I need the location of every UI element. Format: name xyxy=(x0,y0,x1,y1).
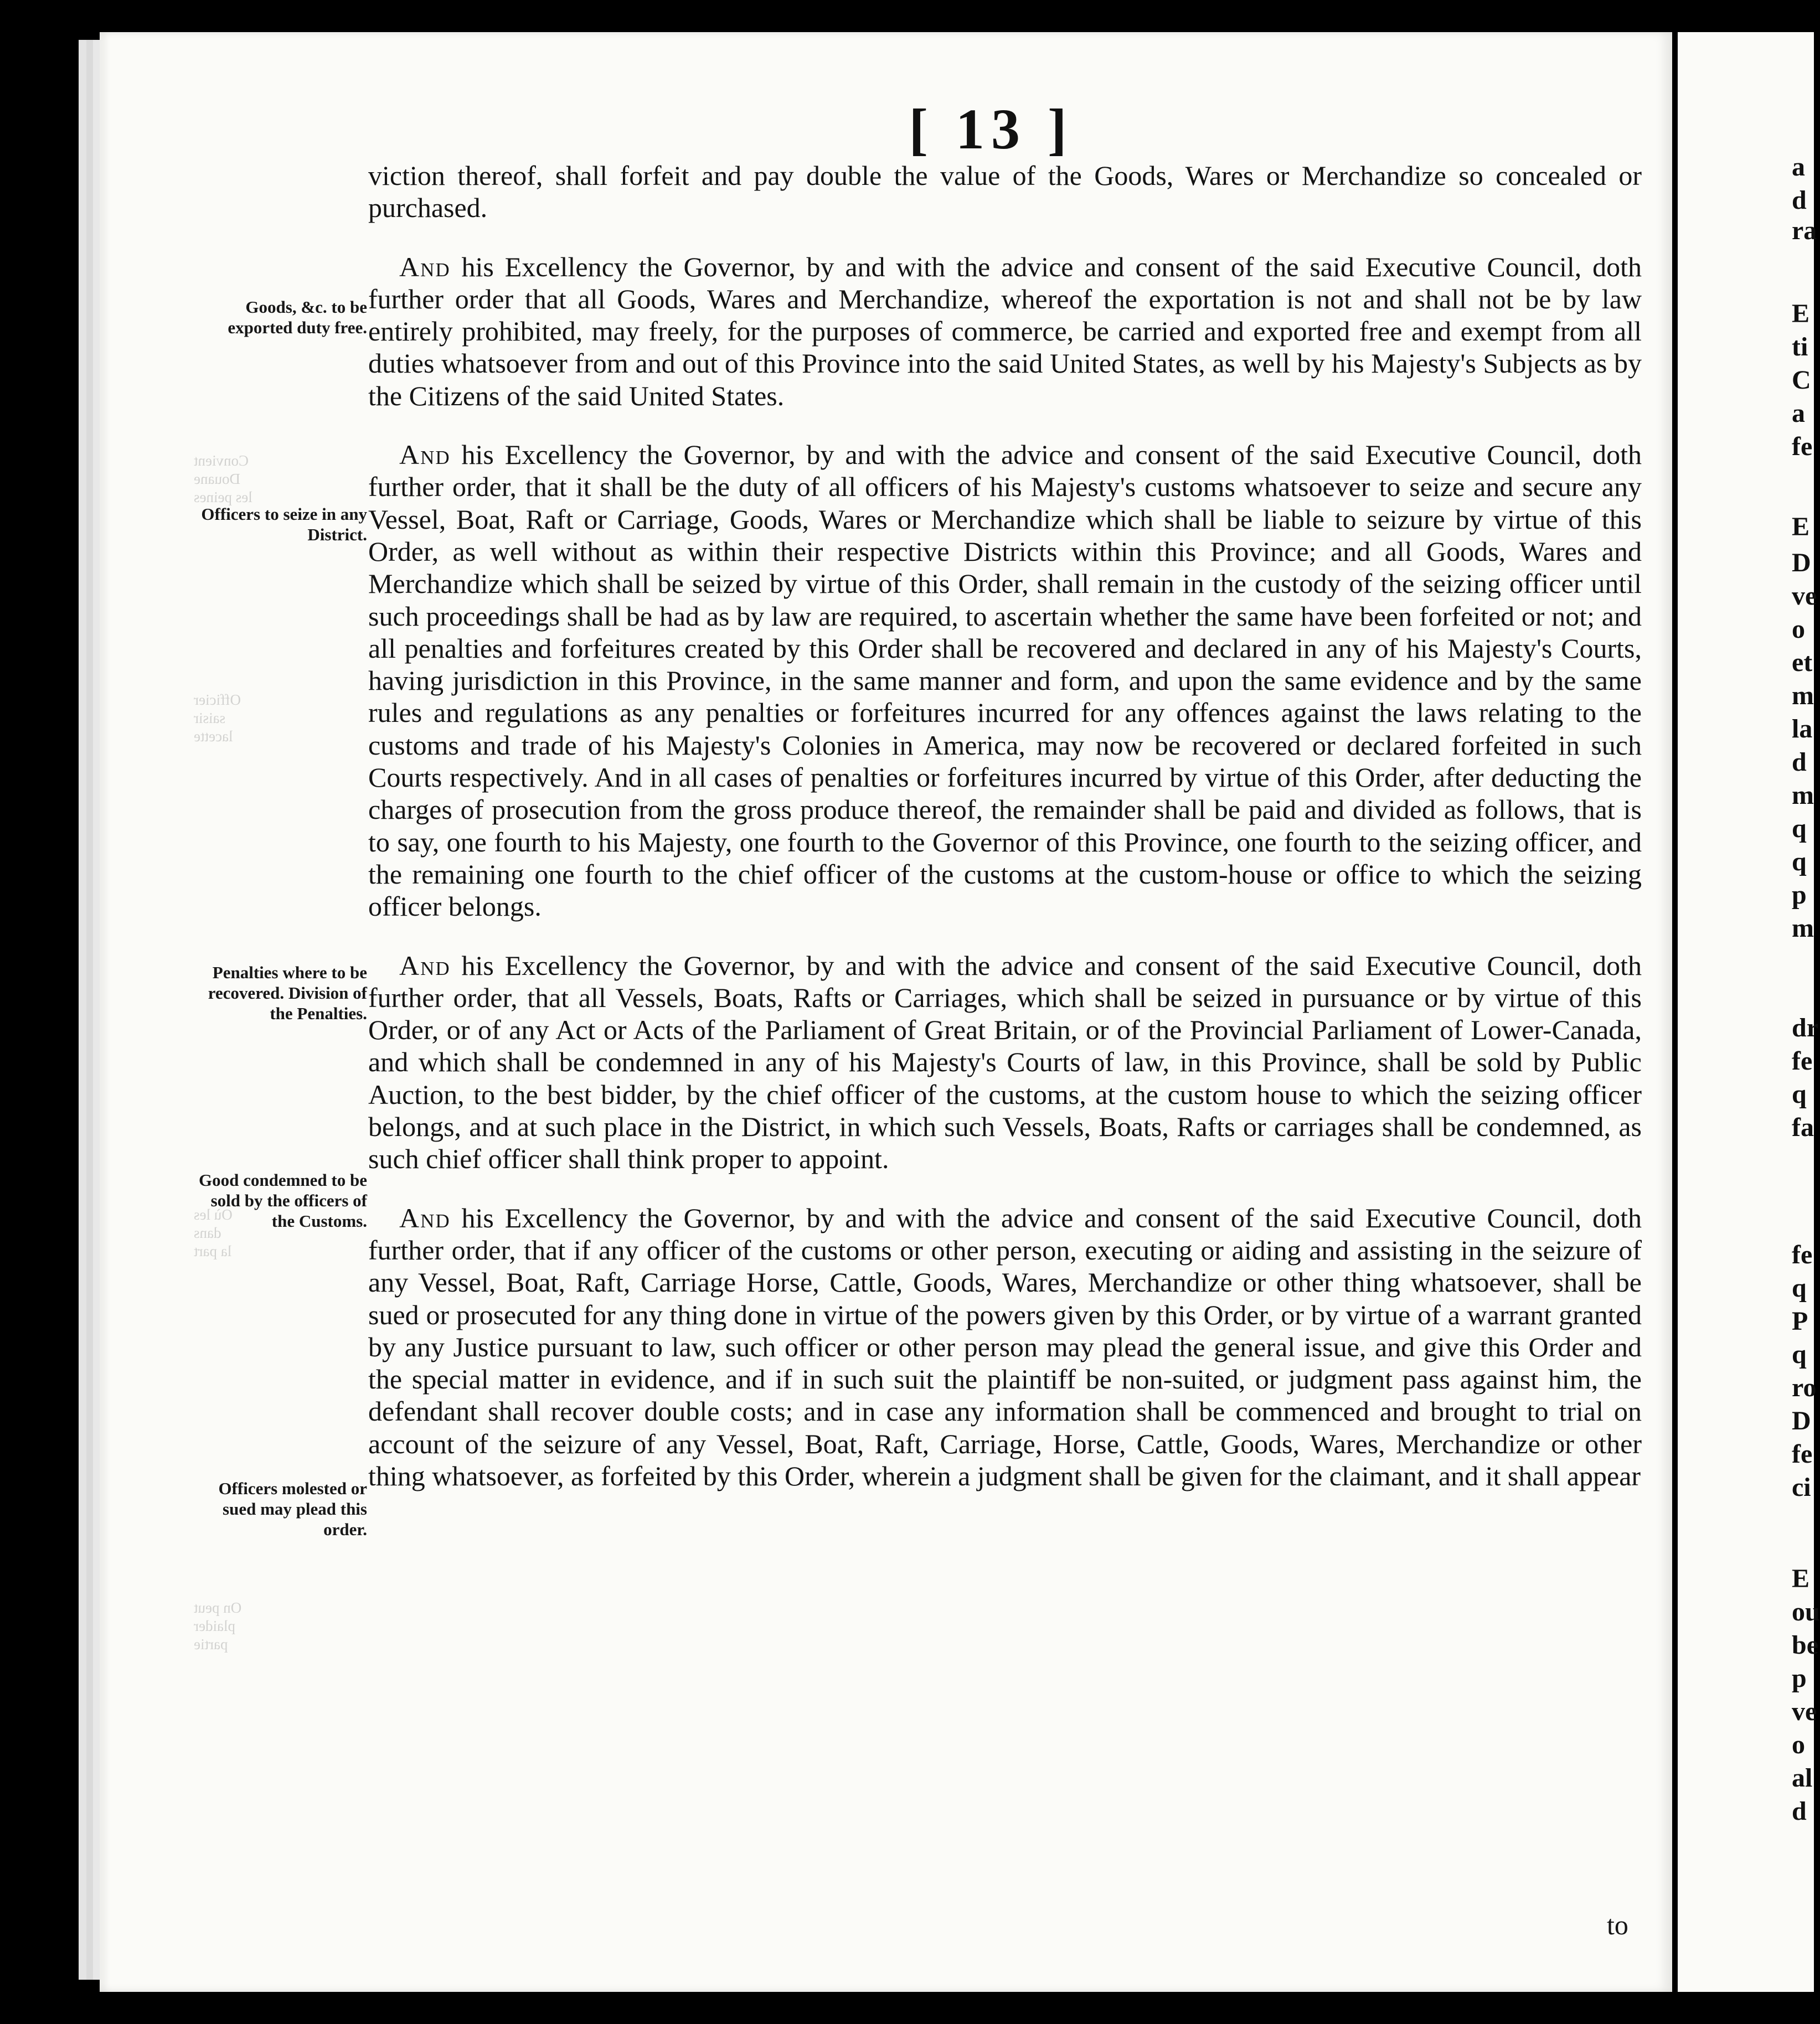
adjacent-page-fragment: m xyxy=(1792,781,1814,810)
adjacent-page-fragment: ra xyxy=(1792,216,1817,245)
paragraph-body-text: his Excellency the Governor, by and with the advice and consent of the said Executive Council, doth further order, that all Vessels, Boats, Rafts or Carriages, which shall be seized in pursuance or by virtue of this Order, or of any Act or Acts of the Parliament of Great Britain, or of the Provincial Parliament of Lower-Canada, and which shall be condemned in any of his Majesty's Courts of law, in this Province, shall be sold by Public Auction, to the best bidder, by the chief officer of the customs, at the custom house to which the seizing officer belongs, and at such place in the District, in which such Vessels, Boats, Rafts or carriages shall be condemned, as such chief officer shall think proper to appoint. xyxy=(368,949,1642,1175)
paragraph-concealed-purchased: viction thereof, shall forfeit and pay double the value of the Goods, Wares or Merchandize so concealed or purchased. xyxy=(368,160,1642,224)
paragraph-condemned-goods-sale xyxy=(368,949,1642,1175)
show-through-note-3: Où les dans la part xyxy=(194,1206,233,1259)
adjacent-page-fragment: al xyxy=(1792,1763,1813,1793)
page-number: [ 13 ] xyxy=(909,97,1074,161)
adjacent-page-fragment: la xyxy=(1792,714,1813,743)
adjacent-page-fragment: fe xyxy=(1792,1046,1813,1076)
adjacent-page-fragment: ci xyxy=(1792,1473,1811,1502)
marginal-note-export-duty-free: Goods, &c. to be exported duty free. xyxy=(228,297,367,337)
paragraph-lead-word: And xyxy=(399,949,451,981)
adjacent-page-fragment: o xyxy=(1792,1730,1805,1759)
marginal-note-condemned-goods: Good condemned to be sold by the officers of the Customs. xyxy=(199,1170,367,1231)
adjacent-page-fragment: E xyxy=(1792,1564,1810,1593)
adjacent-page-fragment: p xyxy=(1792,880,1807,910)
adjacent-page-fragment: d xyxy=(1792,1796,1807,1826)
paragraph-body-text: his Excellency the Governor, by and with the advice and consent of the said Executive Council, doth further order, that if any officer of the customs or other person, executing or aiding and assisting in the seizure of any Vessel, Boat, Raft, Carriage Horse, Cattle, Goods, Wares, Merchandize or other thing whatsoever, shall be sued or prosecuted for any thing done in virtue of the powers given by this Order, or by virtue of a warrant granted by any Justice pursuant to law, such officer or other person may plead the general issue, and give this Order and the special matter in evidence, and if in such suit the plaintiff be non-suited, or judgment pass against him, the defendant shall recover double costs; and in case any information shall be commenced and brought to trial on account of the seizure of any Vessel, Boat, Raft, Carriage, Horse, Cattle, Goods, Wares, Merchandize or other thing whatsoever, as forfeited by this Order, wherein a judgment shall be given for the claimant, and it shall appear xyxy=(368,1202,1642,1491)
paragraph-seizure-and-penalties xyxy=(368,438,1642,922)
adjacent-page-fragment: D xyxy=(1792,1406,1811,1436)
adjacent-page-fragment: fe xyxy=(1792,432,1813,461)
adjacent-page-fragment: P xyxy=(1792,1307,1808,1336)
adjacent-page-fragment: fe xyxy=(1792,1439,1813,1469)
show-through-note-1: Convient Douane les peines xyxy=(194,452,252,505)
adjacent-page-fragment: fa xyxy=(1792,1113,1814,1142)
adjacent-page-fragment: ro xyxy=(1792,1373,1817,1402)
marginal-note-officers-sued: Officers molested or sued may plead this order. xyxy=(218,1479,367,1539)
adjacent-page-fragment: et xyxy=(1792,648,1813,677)
adjacent-page-fragment: ou xyxy=(1792,1597,1820,1627)
paragraph-export-duty-free xyxy=(368,251,1642,412)
paragraph-body-text: his Excellency the Governor, by and with the advice and consent of the said Executive Council, doth further order, that it shall be the duty of all officers of his Majesty's customs whatsoever to seize and secure any Vessel, Boat, Raft or Carriage, Goods, Wares or Merchandize which shall be liable to seizure by virtue of this Order, as well without as within their respective Districts within this Province; and all Goods, Wares and Merchandize which shall be seized by virtue of this Order, shall remain in the custody of the seizing officer until such proceedings shall be had as by law are required, to ascertain whether the same have been forfeited or not; and all penalties and forfeitures created by this Order shall be recovered and declared in any of his Majesty's Courts, having jurisdiction in this Province, in the same manner and form, and upon the same evidence and by the same rules and regulations as any penalties or forfeitures incurred for any offences against the laws relating to the customs and trade of his Majesty's Colonies in America, may now be recovered or declared forfeited in such Courts respectively. And in all cases of penalties or forfeitures incurred by virtue of this Order, after deducting the charges of prosecution from the gross produce thereof, the remainder shall be paid and divided as follows, that is to say, one fourth to his Majesty, one fourth to the Governor of this Province, one fourth to the seizing officer, and the remaining one fourth to the chief officer of the customs at the custom-house or office to which the seizing officer belongs. xyxy=(368,439,1642,922)
adjacent-page-fragment: q xyxy=(1792,1273,1807,1303)
adjacent-page-fragment: ve xyxy=(1792,581,1817,611)
marginal-note-penalties: Penalties where to be recovered. Division of the Penalties. xyxy=(208,963,367,1023)
adjacent-page-fragment: q xyxy=(1792,1340,1807,1369)
adjacent-page-fragment: ti xyxy=(1792,332,1808,362)
paragraph-body-text: his Excellency the Governor, by and with the advice and consent of the said Executive Council, doth further order that all Goods, Wares and Merchandize, whereof the exportation is not and shall not be by law entirely prohibited, may freely, for the purposes of commerce, be carried and exported free and exempt from all duties whatsoever from and out of this Province into the said United States, as well by his Majesty's Subjects as by the Citizens of the said United States. xyxy=(368,251,1642,411)
document-page xyxy=(100,32,1672,1992)
adjacent-page-fragment: C xyxy=(1792,365,1811,395)
adjacent-page-fragment: m xyxy=(1792,913,1814,943)
adjacent-page-fragment: q xyxy=(1792,814,1807,843)
adjacent-page-fragment: a xyxy=(1792,152,1805,182)
show-through-note-4: On peut plaider partie xyxy=(194,1599,242,1653)
adjacent-page-fragment: o xyxy=(1792,615,1805,644)
adjacent-page-fragment: dr xyxy=(1792,1013,1818,1042)
adjacent-page-fragment: m xyxy=(1792,681,1814,710)
adjacent-page-fragment: q xyxy=(1792,847,1807,876)
adjacent-page-fragment: p xyxy=(1792,1664,1807,1693)
marginal-note-officers-seize: Officers to seize in any District. xyxy=(201,504,367,544)
adjacent-page-fragment: E xyxy=(1792,512,1810,541)
adjacent-page-fragment: d xyxy=(1792,747,1807,777)
adjacent-page-fragment: D xyxy=(1792,548,1811,577)
adjacent-page-fragment: be xyxy=(1792,1630,1818,1660)
paragraph-lead-word: And xyxy=(399,1202,451,1233)
show-through-note-2: Officier saisir lacette xyxy=(194,691,241,745)
main-text-block xyxy=(368,159,1642,1519)
adjacent-page-fragment: q xyxy=(1792,1080,1807,1109)
adjacent-page-fragment: d xyxy=(1792,185,1807,215)
adjacent-page-fragment: fe xyxy=(1792,1240,1813,1269)
catchword: to xyxy=(1607,1909,1628,1940)
adjacent-page-fragment: ve xyxy=(1792,1697,1817,1726)
paragraph-officers-plea xyxy=(368,1202,1642,1493)
adjacent-page-fragment: E xyxy=(1792,299,1810,328)
adjacent-page-fragment: a xyxy=(1792,399,1805,428)
paragraph-lead-word: And xyxy=(399,439,451,471)
paragraph-lead-word: And xyxy=(399,251,451,282)
